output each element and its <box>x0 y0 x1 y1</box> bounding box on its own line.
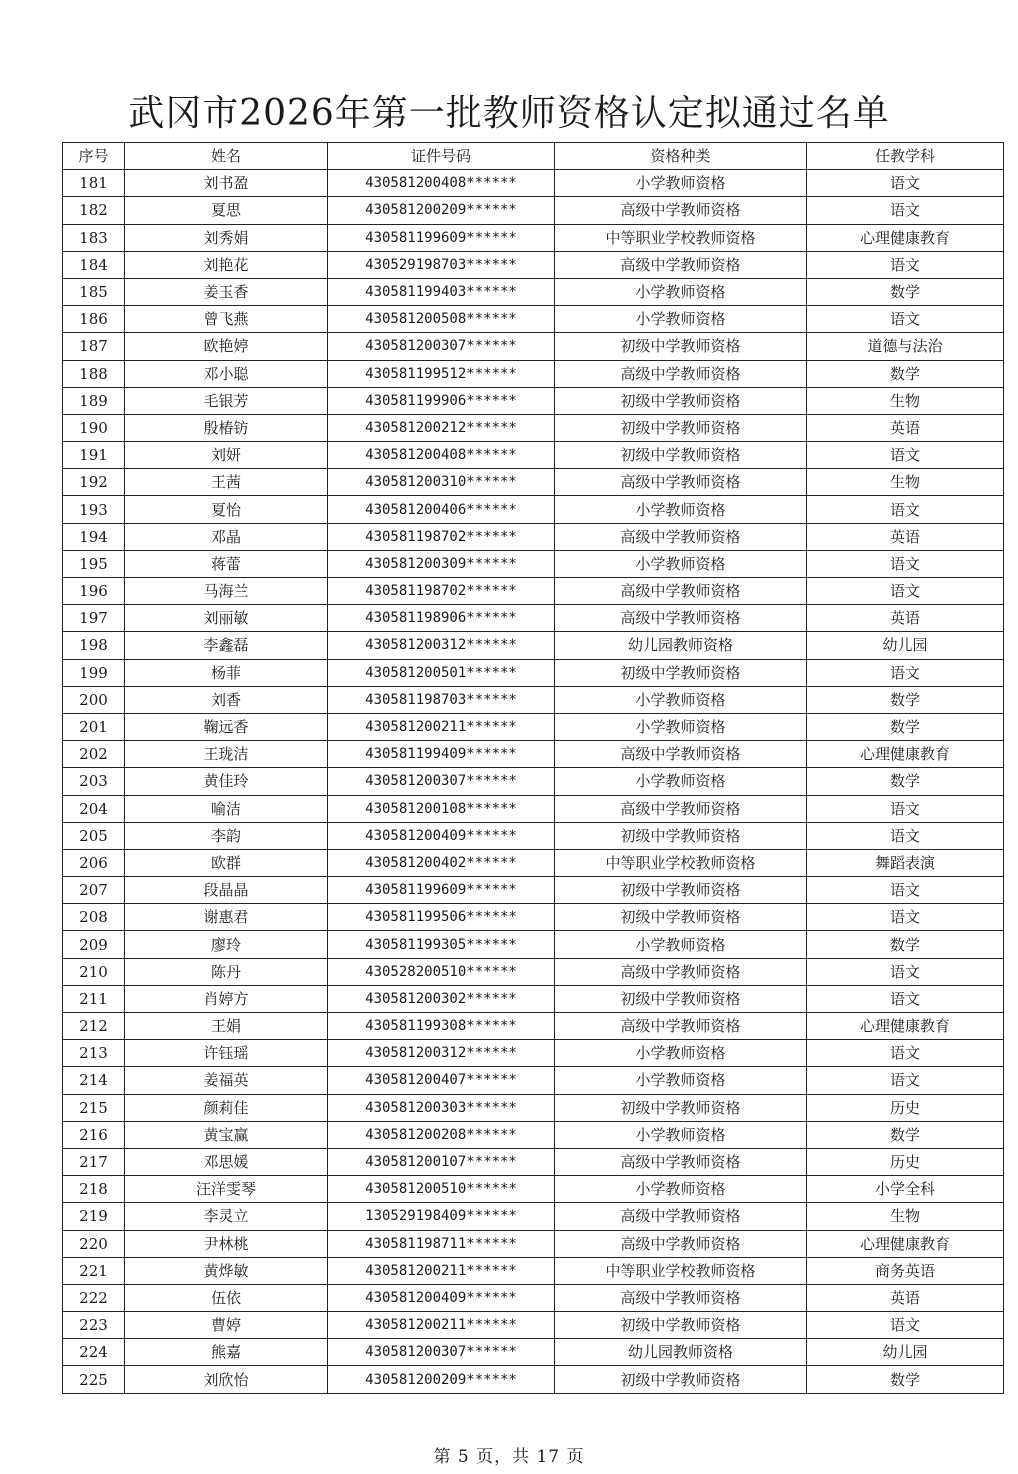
cell-subject: 心理健康教育 <box>807 1230 1004 1257</box>
cell-serial: 201 <box>63 713 125 740</box>
table-row <box>63 768 1004 795</box>
table-row <box>63 197 1004 224</box>
cell-name: 姜福英 <box>125 1067 328 1094</box>
table-row <box>63 550 1004 577</box>
cell-qualification-type: 小学教师资格 <box>555 170 807 197</box>
cell-subject: 语文 <box>807 659 1004 686</box>
cell-qualification-type: 小学教师资格 <box>555 1176 807 1203</box>
table-header-row <box>63 143 1004 170</box>
cell-qualification-type: 中等职业学校教师资格 <box>555 1257 807 1284</box>
table-row <box>63 1148 1004 1175</box>
cell-serial: 203 <box>63 768 125 795</box>
table-row <box>63 523 1004 550</box>
cell-name: 刘艳花 <box>125 251 328 278</box>
cell-id-number: 430581200406****** <box>328 496 555 523</box>
table-row <box>63 985 1004 1012</box>
cell-id-number: 430581200312****** <box>328 632 555 659</box>
cell-subject: 语文 <box>807 197 1004 224</box>
table-row <box>63 741 1004 768</box>
header-id-number: 证件号码 <box>328 143 555 170</box>
cell-subject: 语文 <box>807 1067 1004 1094</box>
cell-id-number: 430581200501****** <box>328 659 555 686</box>
cell-qualification-type: 幼儿园教师资格 <box>555 632 807 659</box>
cell-subject: 历史 <box>807 1148 1004 1175</box>
table-row <box>63 469 1004 496</box>
table-row <box>63 414 1004 441</box>
cell-serial: 193 <box>63 496 125 523</box>
cell-id-number: 430581200211****** <box>328 1312 555 1339</box>
cell-name: 颜莉佳 <box>125 1094 328 1121</box>
cell-name: 陈丹 <box>125 958 328 985</box>
table-row <box>63 1312 1004 1339</box>
qualification-table <box>62 142 1004 1394</box>
cell-name: 刘妍 <box>125 442 328 469</box>
cell-serial: 211 <box>63 985 125 1012</box>
cell-subject: 英语 <box>807 605 1004 632</box>
table-row <box>63 578 1004 605</box>
cell-subject: 数学 <box>807 360 1004 387</box>
cell-name: 刘欣怡 <box>125 1366 328 1393</box>
cell-serial: 192 <box>63 469 125 496</box>
table-row <box>63 496 1004 523</box>
cell-name: 刘丽敏 <box>125 605 328 632</box>
table-row <box>63 360 1004 387</box>
cell-id-number: 430581199403****** <box>328 278 555 305</box>
cell-qualification-type: 小学教师资格 <box>555 1121 807 1148</box>
cell-qualification-type: 小学教师资格 <box>555 496 807 523</box>
cell-subject: 英语 <box>807 414 1004 441</box>
cell-serial: 190 <box>63 414 125 441</box>
cell-serial: 186 <box>63 306 125 333</box>
cell-id-number: 430581200108****** <box>328 795 555 822</box>
cell-serial: 184 <box>63 251 125 278</box>
table-row <box>63 1203 1004 1230</box>
cell-id-number: 430581200409****** <box>328 822 555 849</box>
table-row <box>63 659 1004 686</box>
table-row <box>63 278 1004 305</box>
cell-qualification-type: 小学教师资格 <box>555 550 807 577</box>
cell-id-number: 430581200510****** <box>328 1176 555 1203</box>
cell-serial: 207 <box>63 877 125 904</box>
cell-qualification-type: 小学教师资格 <box>555 1067 807 1094</box>
cell-qualification-type: 小学教师资格 <box>555 931 807 958</box>
cell-name: 廖玲 <box>125 931 328 958</box>
table-row <box>63 306 1004 333</box>
cell-subject: 历史 <box>807 1094 1004 1121</box>
cell-serial: 214 <box>63 1067 125 1094</box>
cell-id-number: 430581200309****** <box>328 550 555 577</box>
cell-qualification-type: 小学教师资格 <box>555 713 807 740</box>
cell-serial: 182 <box>63 197 125 224</box>
cell-id-number: 430581199308****** <box>328 1013 555 1040</box>
cell-id-number: 430581200408****** <box>328 170 555 197</box>
table-row <box>63 632 1004 659</box>
cell-qualification-type: 高级中学教师资格 <box>555 1203 807 1230</box>
cell-serial: 198 <box>63 632 125 659</box>
cell-serial: 225 <box>63 1366 125 1393</box>
table-body <box>63 170 1004 1393</box>
cell-name: 谢惠君 <box>125 904 328 931</box>
cell-name: 喻洁 <box>125 795 328 822</box>
cell-id-number: 430581199609****** <box>328 877 555 904</box>
page-number: 第 5 页，共 17 页 <box>433 1447 585 1467</box>
cell-subject: 心理健康教育 <box>807 224 1004 251</box>
cell-name: 李灵立 <box>125 1203 328 1230</box>
cell-name: 许钰瑶 <box>125 1040 328 1067</box>
cell-subject: 数学 <box>807 768 1004 795</box>
cell-qualification-type: 高级中学教师资格 <box>555 197 807 224</box>
cell-serial: 223 <box>63 1312 125 1339</box>
cell-subject: 数学 <box>807 713 1004 740</box>
cell-qualification-type: 初级中学教师资格 <box>555 387 807 414</box>
cell-serial: 188 <box>63 360 125 387</box>
cell-qualification-type: 初级中学教师资格 <box>555 877 807 904</box>
cell-subject: 心理健康教育 <box>807 741 1004 768</box>
table-row <box>63 1094 1004 1121</box>
cell-qualification-type: 初级中学教师资格 <box>555 333 807 360</box>
cell-subject: 英语 <box>807 1284 1004 1311</box>
cell-id-number: 430581199512****** <box>328 360 555 387</box>
cell-serial: 181 <box>63 170 125 197</box>
cell-id-number: 430581200307****** <box>328 768 555 795</box>
cell-subject: 语文 <box>807 822 1004 849</box>
cell-name: 黄宝赢 <box>125 1121 328 1148</box>
cell-subject: 数学 <box>807 1366 1004 1393</box>
cell-id-number: 430528200510****** <box>328 958 555 985</box>
cell-qualification-type: 高级中学教师资格 <box>555 1230 807 1257</box>
table-row <box>63 442 1004 469</box>
cell-name: 尹林桃 <box>125 1230 328 1257</box>
cell-name: 刘秀娟 <box>125 224 328 251</box>
cell-name: 夏怡 <box>125 496 328 523</box>
page-title: 武冈市2026年第一批教师资格认定拟通过名单 <box>128 93 890 134</box>
cell-id-number: 430581199506****** <box>328 904 555 931</box>
cell-subject: 心理健康教育 <box>807 1013 1004 1040</box>
cell-name: 殷椿钫 <box>125 414 328 441</box>
cell-subject: 语文 <box>807 496 1004 523</box>
cell-subject: 语文 <box>807 170 1004 197</box>
cell-id-number: 430581200312****** <box>328 1040 555 1067</box>
table-row <box>63 1040 1004 1067</box>
cell-qualification-type: 初级中学教师资格 <box>555 822 807 849</box>
cell-qualification-type: 幼儿园教师资格 <box>555 1339 807 1366</box>
cell-subject: 幼儿园 <box>807 1339 1004 1366</box>
table-row <box>63 904 1004 931</box>
cell-qualification-type: 高级中学教师资格 <box>555 741 807 768</box>
cell-id-number: 430581199409****** <box>328 741 555 768</box>
cell-name: 刘书盈 <box>125 170 328 197</box>
header-serial: 序号 <box>63 143 125 170</box>
cell-qualification-type: 高级中学教师资格 <box>555 251 807 278</box>
cell-qualification-type: 小学教师资格 <box>555 686 807 713</box>
cell-qualification-type: 中等职业学校教师资格 <box>555 849 807 876</box>
cell-name: 马海兰 <box>125 578 328 605</box>
cell-id-number: 130529198409****** <box>328 1203 555 1230</box>
cell-subject: 生物 <box>807 387 1004 414</box>
table-row <box>63 795 1004 822</box>
cell-qualification-type: 初级中学教师资格 <box>555 414 807 441</box>
cell-id-number: 430581200307****** <box>328 333 555 360</box>
cell-subject: 生物 <box>807 469 1004 496</box>
cell-id-number: 430581200409****** <box>328 1284 555 1311</box>
cell-qualification-type: 初级中学教师资格 <box>555 985 807 1012</box>
cell-subject: 语文 <box>807 795 1004 822</box>
table-row <box>63 1121 1004 1148</box>
cell-serial: 216 <box>63 1121 125 1148</box>
cell-qualification-type: 高级中学教师资格 <box>555 523 807 550</box>
table-row <box>63 1176 1004 1203</box>
table-row <box>63 1257 1004 1284</box>
cell-name: 邓小聪 <box>125 360 328 387</box>
cell-qualification-type: 高级中学教师资格 <box>555 1148 807 1175</box>
cell-name: 李鑫磊 <box>125 632 328 659</box>
cell-subject: 语文 <box>807 578 1004 605</box>
table-row <box>63 877 1004 904</box>
cell-qualification-type: 初级中学教师资格 <box>555 1094 807 1121</box>
cell-qualification-type: 小学教师资格 <box>555 306 807 333</box>
table-row <box>63 849 1004 876</box>
cell-id-number: 430581200211****** <box>328 1257 555 1284</box>
cell-name: 熊嘉 <box>125 1339 328 1366</box>
cell-name: 毛银芳 <box>125 387 328 414</box>
cell-qualification-type: 小学教师资格 <box>555 1040 807 1067</box>
cell-id-number: 430581200209****** <box>328 1366 555 1393</box>
cell-qualification-type: 高级中学教师资格 <box>555 1284 807 1311</box>
cell-subject: 语文 <box>807 1312 1004 1339</box>
cell-serial: 191 <box>63 442 125 469</box>
cell-subject: 英语 <box>807 523 1004 550</box>
header-subject: 任教学科 <box>807 143 1004 170</box>
cell-id-number: 430581200307****** <box>328 1339 555 1366</box>
table-row <box>63 605 1004 632</box>
cell-id-number: 430581198711****** <box>328 1230 555 1257</box>
cell-id-number: 430529198703****** <box>328 251 555 278</box>
cell-id-number: 430581200107****** <box>328 1148 555 1175</box>
table-row <box>63 1013 1004 1040</box>
cell-id-number: 430581199906****** <box>328 387 555 414</box>
cell-id-number: 430581200303****** <box>328 1094 555 1121</box>
table-row <box>63 387 1004 414</box>
cell-qualification-type: 初级中学教师资格 <box>555 904 807 931</box>
cell-qualification-type: 小学教师资格 <box>555 768 807 795</box>
cell-qualification-type: 高级中学教师资格 <box>555 1013 807 1040</box>
cell-name: 夏思 <box>125 197 328 224</box>
cell-qualification-type: 高级中学教师资格 <box>555 795 807 822</box>
cell-name: 汪洋雯琴 <box>125 1176 328 1203</box>
cell-qualification-type: 高级中学教师资格 <box>555 578 807 605</box>
cell-name: 鞠远香 <box>125 713 328 740</box>
cell-id-number: 430581200408****** <box>328 442 555 469</box>
cell-subject: 小学全科 <box>807 1176 1004 1203</box>
cell-name: 段晶晶 <box>125 877 328 904</box>
cell-name: 伍依 <box>125 1284 328 1311</box>
cell-qualification-type: 小学教师资格 <box>555 278 807 305</box>
cell-serial: 217 <box>63 1148 125 1175</box>
cell-id-number: 430581199305****** <box>328 931 555 958</box>
table-row <box>63 1067 1004 1094</box>
cell-name: 刘香 <box>125 686 328 713</box>
cell-serial: 221 <box>63 1257 125 1284</box>
table-row <box>63 686 1004 713</box>
cell-id-number: 430581200508****** <box>328 306 555 333</box>
table-row <box>63 1366 1004 1393</box>
cell-serial: 215 <box>63 1094 125 1121</box>
cell-subject: 语文 <box>807 904 1004 931</box>
cell-name: 欧艳婷 <box>125 333 328 360</box>
cell-name: 肖婷方 <box>125 985 328 1012</box>
cell-subject: 数学 <box>807 686 1004 713</box>
cell-name: 黄烨敏 <box>125 1257 328 1284</box>
cell-id-number: 430581198702****** <box>328 578 555 605</box>
cell-subject: 道德与法治 <box>807 333 1004 360</box>
cell-name: 杨菲 <box>125 659 328 686</box>
table-row <box>63 931 1004 958</box>
cell-serial: 200 <box>63 686 125 713</box>
cell-subject: 生物 <box>807 1203 1004 1230</box>
cell-serial: 189 <box>63 387 125 414</box>
cell-serial: 213 <box>63 1040 125 1067</box>
cell-serial: 222 <box>63 1284 125 1311</box>
cell-id-number: 430581199609****** <box>328 224 555 251</box>
cell-serial: 196 <box>63 578 125 605</box>
cell-serial: 205 <box>63 822 125 849</box>
cell-serial: 195 <box>63 550 125 577</box>
cell-subject: 语文 <box>807 958 1004 985</box>
table-row <box>63 713 1004 740</box>
cell-subject: 数学 <box>807 931 1004 958</box>
table-row <box>63 251 1004 278</box>
cell-subject: 语文 <box>807 550 1004 577</box>
cell-serial: 194 <box>63 523 125 550</box>
cell-qualification-type: 高级中学教师资格 <box>555 469 807 496</box>
table-row <box>63 1284 1004 1311</box>
cell-serial: 220 <box>63 1230 125 1257</box>
cell-qualification-type: 初级中学教师资格 <box>555 442 807 469</box>
cell-serial: 185 <box>63 278 125 305</box>
cell-id-number: 430581200208****** <box>328 1121 555 1148</box>
table-row <box>63 170 1004 197</box>
cell-serial: 183 <box>63 224 125 251</box>
cell-serial: 202 <box>63 741 125 768</box>
cell-qualification-type: 初级中学教师资格 <box>555 659 807 686</box>
cell-name: 王娟 <box>125 1013 328 1040</box>
cell-id-number: 430581200310****** <box>328 469 555 496</box>
cell-id-number: 430581198703****** <box>328 686 555 713</box>
cell-name: 王珑洁 <box>125 741 328 768</box>
header-name: 姓名 <box>125 143 328 170</box>
cell-subject: 语文 <box>807 306 1004 333</box>
cell-qualification-type: 初级中学教师资格 <box>555 1366 807 1393</box>
cell-id-number: 430581200402****** <box>328 849 555 876</box>
cell-id-number: 430581200302****** <box>328 985 555 1012</box>
cell-id-number: 430581198702****** <box>328 523 555 550</box>
cell-qualification-type: 中等职业学校教师资格 <box>555 224 807 251</box>
cell-subject: 语文 <box>807 877 1004 904</box>
cell-name: 姜玉香 <box>125 278 328 305</box>
cell-name: 欧群 <box>125 849 328 876</box>
cell-id-number: 430581200209****** <box>328 197 555 224</box>
cell-serial: 197 <box>63 605 125 632</box>
table-row <box>63 224 1004 251</box>
cell-qualification-type: 高级中学教师资格 <box>555 958 807 985</box>
cell-name: 王茜 <box>125 469 328 496</box>
cell-serial: 206 <box>63 849 125 876</box>
cell-id-number: 430581200407****** <box>328 1067 555 1094</box>
cell-serial: 208 <box>63 904 125 931</box>
cell-serial: 212 <box>63 1013 125 1040</box>
cell-subject: 舞蹈表演 <box>807 849 1004 876</box>
table-row <box>63 333 1004 360</box>
cell-serial: 210 <box>63 958 125 985</box>
cell-subject: 语文 <box>807 442 1004 469</box>
cell-id-number: 430581198906****** <box>328 605 555 632</box>
cell-subject: 语文 <box>807 1040 1004 1067</box>
table-row <box>63 822 1004 849</box>
table-row <box>63 1230 1004 1257</box>
cell-subject: 商务英语 <box>807 1257 1004 1284</box>
cell-serial: 218 <box>63 1176 125 1203</box>
cell-subject: 语文 <box>807 251 1004 278</box>
cell-serial: 199 <box>63 659 125 686</box>
cell-name: 曾飞燕 <box>125 306 328 333</box>
cell-qualification-type: 高级中学教师资格 <box>555 605 807 632</box>
cell-subject: 数学 <box>807 1121 1004 1148</box>
cell-name: 蒋蕾 <box>125 550 328 577</box>
cell-subject: 幼儿园 <box>807 632 1004 659</box>
header-qualification-type: 资格种类 <box>555 143 807 170</box>
cell-name: 邓思媛 <box>125 1148 328 1175</box>
cell-serial: 224 <box>63 1339 125 1366</box>
cell-id-number: 430581200211****** <box>328 713 555 740</box>
cell-serial: 209 <box>63 931 125 958</box>
cell-name: 曹婷 <box>125 1312 328 1339</box>
cell-subject: 数学 <box>807 278 1004 305</box>
cell-qualification-type: 初级中学教师资格 <box>555 1312 807 1339</box>
cell-name: 李韵 <box>125 822 328 849</box>
cell-name: 黄佳玲 <box>125 768 328 795</box>
cell-serial: 187 <box>63 333 125 360</box>
cell-name: 邓晶 <box>125 523 328 550</box>
cell-id-number: 430581200212****** <box>328 414 555 441</box>
table-row <box>63 1339 1004 1366</box>
cell-serial: 204 <box>63 795 125 822</box>
cell-serial: 219 <box>63 1203 125 1230</box>
table-row <box>63 958 1004 985</box>
cell-subject: 语文 <box>807 985 1004 1012</box>
cell-qualification-type: 高级中学教师资格 <box>555 360 807 387</box>
